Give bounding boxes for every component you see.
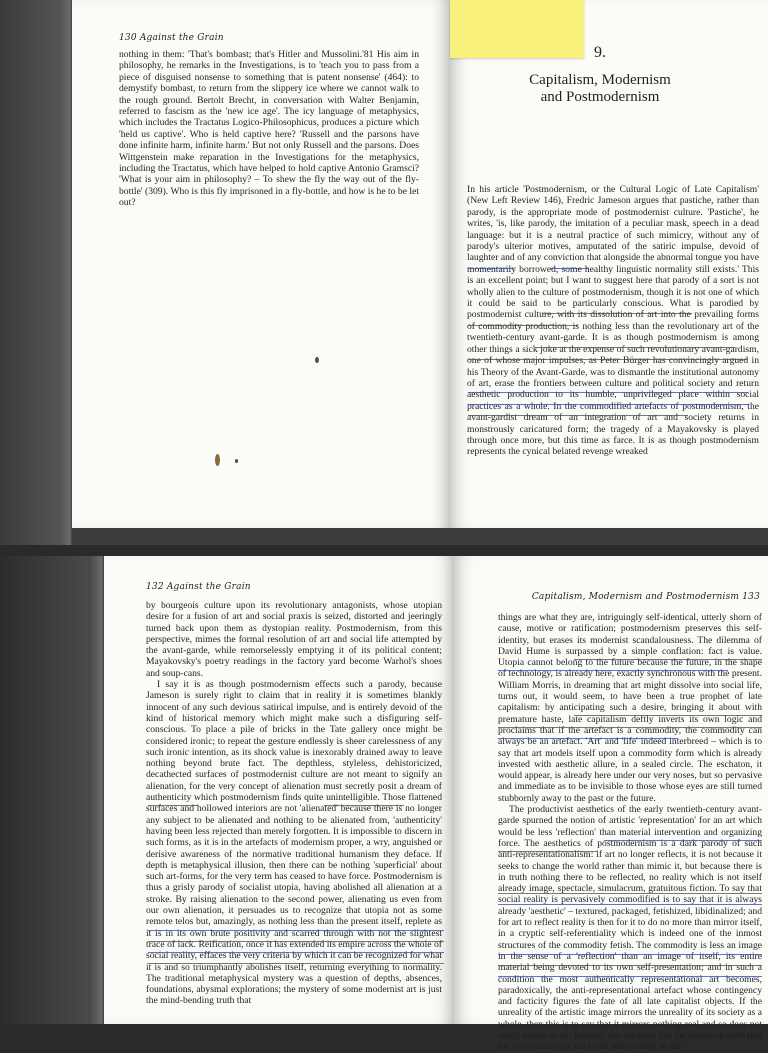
body-paragraph: The productivist aesthetics of the early twentieth-century avant-garde spurned the notion of artistic 'representation' for an art which would be less 'reflection' than material intervention and organizing force. The aesthetics of postmodernism is a dark parody of such anti-representationalism: if art no longer reflects, it is not because it seeks to change the world rather than mimic it, but because there is in truth nothing there to be reflected, no reality which is not itself already image, spectacle, simulacrum, gratuitous fiction. To say that social reality is pervasively commodified is to say that it is always already 'aesthetic' – textured, packaged, fetishized, libidinalized; and for art to reflect reality is then for it to do no more than mirror itself, in a cryptic self-referentiality which is indeed one of the inmost structures of the commodity fetish. The commodity is less an image in the sense of a 'reflection' than an image of itself, its entire material being devoted to its own self-presentation; and in such a condition the most authentically representational art becomes, paradoxically, the anti-representational artefact whose contingency and facticity figures the fate of all late capitalist objects. If the unreality of the artistic image mirrors the unreality of its society as a whole, then this is to say that it mirrors nothing real and so does not really mirror at all. Beneath this paradox lies the historical truth that the very autonomy and brute self-identity of the xyxy=(498,804,762,1053)
pen-underline xyxy=(535,347,735,348)
pen-underline xyxy=(498,670,728,671)
pen-underline xyxy=(604,840,762,841)
pen-underline xyxy=(468,268,514,269)
chapter-title-line: Capitalism, Modernism xyxy=(529,72,671,88)
bottom-book-spread xyxy=(0,556,768,1053)
pen-underline xyxy=(148,963,444,964)
body-paragraph: by bourgeois culture upon its revolutionary antagonists, whose utopian desire for a fusion of art and social praxis is seized, distorted and jeeringly turned back upon them as dystopian reality. Postmodernism, from this perspective, mimes the formal resolution of art and social life attempted by the avant-garde, while remorselessly emptying it of its political content; Mayakovsky's poetry readings in the factory yard become Warhol's shoes and soup-cans. xyxy=(146,600,442,679)
pen-underline xyxy=(148,952,444,953)
pen-underline xyxy=(468,359,748,360)
pen-underline xyxy=(468,415,688,416)
pen-underline xyxy=(324,805,404,806)
page-body xyxy=(467,184,759,458)
pen-underline xyxy=(498,851,598,852)
page-body xyxy=(146,600,442,1007)
page-body xyxy=(498,612,762,1053)
pen-underline xyxy=(498,976,762,977)
page-130 xyxy=(72,0,450,528)
chapter-title-line: and Postmodernism xyxy=(540,89,660,105)
pen-underline xyxy=(498,727,762,728)
body-paragraph: nothing in them: 'That's bombast; that's Hitler and Mussolini.'81 His aim in philosophy, he remarks in the Investigations, is to 'teach you to pass from a piece of disguised nonsense to something that is patent nonsense' (464): to demystify bombast, to return from the slippery ice where we cannot walk to the rough ground. Bertolt Brecht, in conversation with Walter Benjamin, referred to fascism as the 'new ice age'. The icy language of metaphysics, which includes the Tractatus Logico-Philosophicus, produces a picture which 'held us captive'. Who is held captive here? 'Russell and the parsons have done infinite harm, infinite harm.' But not only Russell and the parsons. Does Wittgenstein make reparation in the Investigations for the metaphysics, including the Tractatus, which have helped to hold captive Antonio Gramsci? 'What is your aim in philosophy? – To shew the fly the way out of the fly-bottle' (309). Who is this fly imprisoned in a fly-bottle, and how is he to be let out? xyxy=(119,49,419,209)
pen-underline xyxy=(148,930,444,931)
pen-underline xyxy=(498,893,762,894)
pen-underline xyxy=(498,738,678,739)
running-head: 130 Against the Grain xyxy=(119,33,224,43)
pen-underline xyxy=(468,404,748,405)
pen-underline xyxy=(468,325,578,326)
sticky-note xyxy=(450,0,584,58)
chapter-title xyxy=(480,72,720,106)
pen-underline xyxy=(550,268,588,269)
pen-underline xyxy=(574,659,762,660)
pen-underline xyxy=(574,715,762,716)
pen-underline xyxy=(498,954,762,955)
page-131 xyxy=(450,0,768,528)
chapter-number: 9. xyxy=(594,44,606,61)
ink-mark xyxy=(235,459,238,463)
running-head: Capitalism, Modernism and Postmodernism 133 xyxy=(531,592,760,602)
pen-underline xyxy=(542,313,692,314)
body-paragraph: things are what they are, intriguingly self-identical, utterly shorn of cause, motive or ratification; postmodernism preserves this self-identity, but erases its modernist scandalousness. The dilemma of David Hume is surpassed by a simple conflation: fact is value. Utopia cannot belong to the future because the future, in the shape of technology, is already here, exactly synchronous with the present. William Morris, in dreaming that art might dissolve into social life, turns out, it would seem, to have been a true prophet of late capitalism: by anticipating such a desire, bringing it about with premature haste, late capitalism deftly inverts its own logic and proclaims that if the artefact is a commodity, the commodity can always be an artefact. 'Art' and 'life' indeed interbreed – which is to say that art models itself upon a commodity form which is already invested with aesthetic allure, in a sealed circle. The eschaton, it would appear, is already here under our very noses, but so pervasive and immediate as to be invisible to those whose eyes are still turned stubbornly away to the past or the future. xyxy=(498,612,762,804)
pen-underline xyxy=(468,392,748,393)
ink-mark xyxy=(215,454,220,466)
body-paragraph: In his article 'Postmodernism, or the Cultural Logic of Late Capitalism' (New Left Review 146), Fredric Jameson argues that pastiche, rather than parody, is the appropriate mode of postmodernist culture. 'Pastiche', he writes, 'is, like parody, the imitation of a peculiar mask, speech in a dead language: but it is a neutral practice of such mimicry, without any of parody's ulterior motives, amputated of the satiric impulse, devoid of laughter and of any conviction that alongside the abnormal tongue you have momentarily borrowed, some healthy linguistic normality still exists.' This is an excellent point; but I want to suggest here that parody of a sort is not wholly alien to the culture of postmodernism, though it is not one of which it could be said to be particularly conscious. What is parodied by postmodernist culture, with its dissolution of art into the prevailing forms of commodity production, is nothing less than the revolutionary art of the twentieth-century avant-garde. It is as though postmodernism is among other things a sick joke at the expense of such revolutionary avant-gardism, one of whose major impulses, as Peter Bürger has convincingly argued in his Theory of the Avant-Garde, was to dismantle the institutional autonomy of art, erase the frontiers between culture and political society and return aesthetic production to its humble, unprivileged place within social practices as a whole. In the commodified artefacts of postmodernism, the avant-gardist dream of an integration of art and society returns in monstrously caricatured form; the tragedy of a Mayakovsky is played through once more, but this time as farce. It is as though postmodernism represents the cynical belated revenge wreaked xyxy=(467,184,759,458)
page-body xyxy=(119,49,419,209)
pen-underline xyxy=(498,904,762,905)
page-133 xyxy=(454,556,768,1053)
pen-underline xyxy=(498,965,762,966)
body-paragraph: I say it is as though postmodernism effects such a parody, because Jameson is surely right to claim that in reality it is sometimes blankly innocent of any such devious satirical impulse, and is entirely devoid of the kind of historical memory which might make such a disfiguring self-conscious. To place a pile of bricks in the Tate gallery once might be considered ironic; to repeat the gesture endlessly is sheer carelessness of any such ironic intention, as its shock value is inexorably drained away to leave nothing beyond brute fact. The depthless, styleless, dehistoricized, decathected surfaces of postmodernist culture are not meant to signify an alienation, for the very concept of alienation must secretly posit a dream of authenticity which postmodernism finds quite unintelligible. Those flattened surfaces and hollowed interiors are not 'alienated' because there is no longer any subject to be alienated and nothing to be alienated from, 'authenticity' having been less rejected than merely forgotten. It is impossible to discern in such forms, as it is in the artefacts of modernism proper, a wry, anguished or derisive awareness of the normative traditional humanism they deface. If depth is metaphysical illusion, then there can be nothing 'superficial' about such art-forms, for the very term has ceased to have force. Postmodernism is thus a grisly parody of socialist utopia, having abolished all alienation at a stroke. By raising alienation to the second power, alienating us even from our own alienation, it persuades us to recognize that utopia not as some remote telos but, amazingly, as nothing less than the present itself, replete as it is in its own brute positivity and scarred through with not the slightest trace of lack. Reification, once it has extended its empire across the whole of social reality, effaces the very criteria by which it can be recognized for what it is and so triumphantly abolishes itself, returning everything to normality. The traditional metaphysical mystery was a question of depths, absences, foundations, abysmal explorations; the mystery of some modernist art is just the mind-bending truth that xyxy=(146,679,442,1007)
ink-mark xyxy=(315,357,319,363)
page-132 xyxy=(104,556,454,1024)
pen-underline xyxy=(148,805,198,806)
running-head: 132 Against the Grain xyxy=(146,582,251,592)
pen-underline xyxy=(148,941,444,942)
